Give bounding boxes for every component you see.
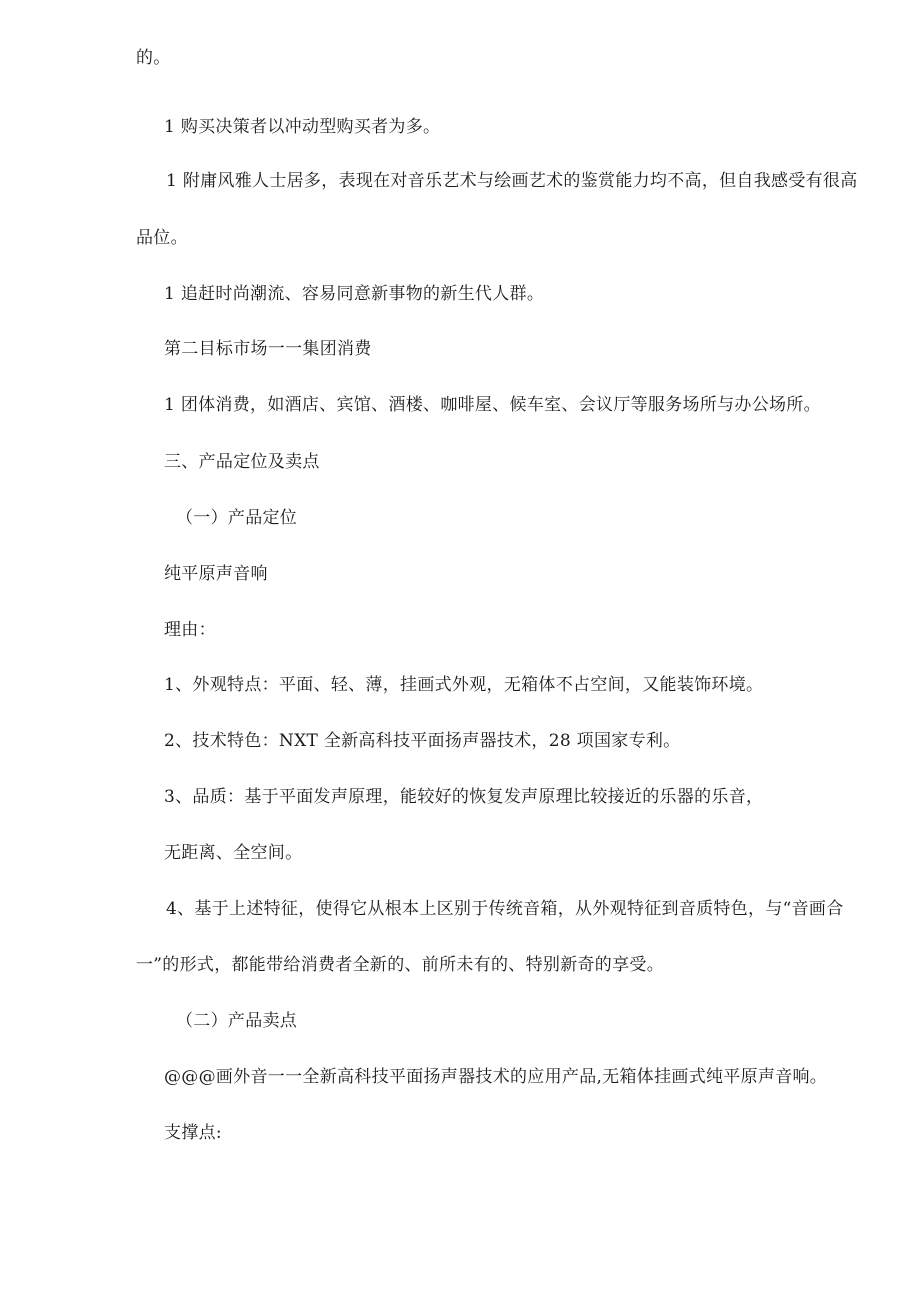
text-line: 一”的形式，都能带给消费者全新的、前所未有的、特别新奇的享受。 — [136, 955, 664, 975]
text-line: 纯平原声音响 — [164, 564, 268, 584]
text-line: @@@画外音一一全新高科技平面扬声器技术的应用产品,无箱体挂画式纯平原声音响。 — [164, 1067, 828, 1087]
text-line: 1 附庸风雅人士居多，表现在对音乐艺术与绘画艺术的鉴赏能力均不高，但自我感受有很高 — [166, 171, 858, 191]
section-heading: 第二目标市场一一集团消费 — [164, 339, 372, 359]
text-line: 1、外观特点：平面、轻、薄，挂画式外观，无箱体不占空间，又能装饰环境。 — [164, 675, 764, 695]
text-line: 品位。 — [136, 228, 188, 248]
text-line: 理由： — [164, 620, 216, 640]
text-line: 无距离、全空间。 — [164, 843, 303, 863]
subsection-heading: （一）产品定位 — [176, 508, 298, 528]
section-heading: 三、产品定位及卖点 — [164, 452, 320, 472]
text-line: 4、基于上述特征，使得它从根本上区别于传统音箱，从外观特征到音质特色，与“音画合 — [166, 899, 844, 919]
text-line: 1 追赶时尚潮流、容易同意新事物的新生代人群。 — [164, 284, 545, 304]
text-line: 的。 — [136, 48, 171, 68]
text-line: 1 团体消费，如酒店、宾馆、酒楼、咖啡屋、候车室、会议厅等服务场所与办公场所。 — [164, 395, 821, 415]
text-line: 1 购买决策者以冲动型购买者为多。 — [164, 117, 441, 137]
text-line: 3、品质：基于平面发声原理，能较好的恢复发声原理比较接近的乐器的乐音， — [164, 787, 764, 807]
text-line: 2、技术特色：NXT 全新高科技平面扬声器技术，28 项国家专利。 — [164, 731, 681, 751]
subsection-heading: （二）产品卖点 — [176, 1011, 298, 1031]
text-line: 支撑点: — [164, 1123, 222, 1143]
